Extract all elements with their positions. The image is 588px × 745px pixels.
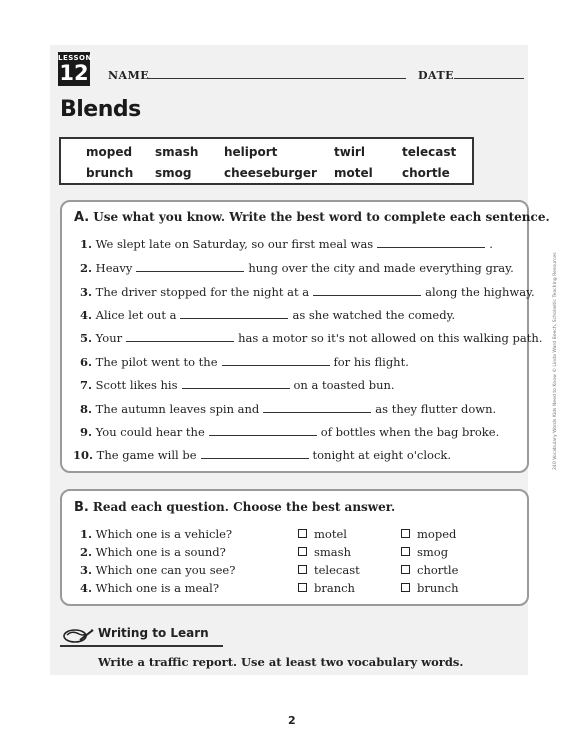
sentence-number: 6.	[80, 355, 93, 369]
question-label: Which one is a vehicle?	[95, 527, 233, 541]
sentence-item	[80, 237, 493, 251]
answer-blank[interactable]	[126, 331, 234, 342]
date-field-line[interactable]	[454, 78, 524, 79]
sentence-text: on a toasted bun.	[293, 378, 395, 392]
sentence-item	[80, 402, 496, 416]
sentence-text: .	[489, 237, 493, 251]
question-number: 3.	[80, 563, 93, 577]
answer-blank[interactable]	[209, 425, 317, 436]
question-label: Which one can you see?	[95, 563, 236, 577]
checkbox[interactable]	[401, 565, 410, 574]
word-box-word: telecast	[402, 145, 457, 159]
word-box-word: brunch	[86, 166, 134, 180]
sentence-text: Heavy	[95, 261, 133, 275]
sentence-text: Scott likes his	[95, 378, 178, 392]
sentence-number: 5.	[80, 331, 93, 345]
word-box-word: chortle	[402, 166, 450, 180]
answer-blank[interactable]	[263, 402, 371, 413]
name-label: NAME	[108, 69, 150, 82]
sentence-item	[80, 308, 455, 322]
section-a-heading	[74, 210, 550, 225]
answer-option[interactable]	[298, 527, 347, 541]
page-title: Blends	[60, 97, 141, 122]
credit-text: 240 Vocabulary Words Kids Need to Know © Linda Ward Beech, Scholastic Teaching Resources	[553, 252, 558, 470]
sentence-number: 9.	[80, 425, 93, 439]
question-text	[80, 563, 235, 577]
answer-option[interactable]	[298, 563, 360, 577]
checkbox[interactable]	[298, 565, 307, 574]
sentence-text: hung over the city and made everything gray.	[248, 261, 514, 275]
option-label: telecast	[314, 563, 360, 577]
answer-blank[interactable]	[313, 285, 421, 296]
section-divider	[60, 645, 223, 647]
sentence-number: 2.	[80, 261, 93, 275]
sentence-item	[80, 331, 542, 345]
checkbox[interactable]	[401, 529, 410, 538]
answer-blank[interactable]	[222, 355, 330, 366]
sentence-item	[80, 355, 409, 369]
page-number: 2	[288, 714, 296, 727]
checkbox[interactable]	[298, 529, 307, 538]
sentence-text: Your	[95, 331, 123, 345]
sentence-text: The game will be	[96, 448, 197, 462]
name-field-line[interactable]	[148, 78, 406, 79]
word-box-word: motel	[334, 166, 373, 180]
question-number: 1.	[80, 527, 93, 541]
lesson-label: LESSON	[58, 54, 92, 62]
writing-to-learn-title: Writing to Learn	[98, 626, 209, 640]
word-box-word: moped	[86, 145, 133, 159]
sentence-text: as they flutter down.	[375, 402, 497, 416]
sentence-text: We slept late on Saturday, so our first meal was	[95, 237, 374, 251]
checkbox[interactable]	[298, 583, 307, 592]
sentence-text: for his flight.	[333, 355, 409, 369]
sentence-text: as she watched the comedy.	[292, 308, 456, 322]
sentence-text: along the highway.	[425, 285, 535, 299]
writing-prompt: Write a traffic report. Use at least two vocabulary words.	[98, 655, 464, 669]
word-box-word: cheeseburger	[224, 166, 317, 180]
answer-blank[interactable]	[180, 308, 288, 319]
option-label: brunch	[417, 581, 459, 595]
answer-option[interactable]	[401, 527, 456, 541]
sentence-number: 1.	[80, 237, 93, 251]
sentence-number: 7.	[80, 378, 93, 392]
question-text	[80, 581, 219, 595]
option-label: motel	[314, 527, 347, 541]
answer-option[interactable]	[298, 581, 355, 595]
sentence-text: tonight at eight o'clock.	[312, 448, 452, 462]
checkbox[interactable]	[298, 547, 307, 556]
word-box-word: smog	[155, 166, 192, 180]
answer-option[interactable]	[401, 563, 458, 577]
section-b-letter: B.	[74, 500, 89, 515]
answer-option[interactable]	[401, 545, 448, 559]
question-number: 4.	[80, 581, 93, 595]
question-label: Which one is a sound?	[95, 545, 226, 559]
sentence-item	[80, 425, 499, 439]
sentence-number: 4.	[80, 308, 93, 322]
name-date-row	[108, 66, 526, 84]
sentence-text: You could hear the	[95, 425, 205, 439]
sentence-text: Alice let out a	[95, 308, 177, 322]
sentence-text: The autumn leaves spin and	[95, 402, 260, 416]
sentence-number: 10.	[73, 448, 94, 462]
sentence-item	[80, 285, 535, 299]
sentence-text: has a motor so it's not allowed on this walking path.	[238, 331, 543, 345]
option-label: smash	[314, 545, 351, 559]
word-box-word: heliport	[224, 145, 278, 159]
section-b-instructions: Read each question. Choose the best answer.	[92, 500, 396, 514]
sentence-text: The driver stopped for the night at a	[95, 285, 310, 299]
option-label: chortle	[417, 563, 459, 577]
answer-blank[interactable]	[136, 261, 244, 272]
answer-blank[interactable]	[182, 378, 290, 389]
question-text	[80, 545, 226, 559]
checkbox[interactable]	[401, 547, 410, 556]
sentence-item	[73, 448, 451, 462]
lesson-number: 12	[59, 61, 89, 85]
sentence-text: of bottles when the bag broke.	[320, 425, 500, 439]
sentence-text: The pilot went to the	[95, 355, 218, 369]
word-box-word: smash	[155, 145, 199, 159]
option-label: branch	[314, 581, 355, 595]
option-label: moped	[417, 527, 457, 541]
section-a-instructions: Use what you know. Write the best word to complete each sentence.	[93, 210, 550, 224]
answer-blank[interactable]	[377, 237, 485, 248]
section-a-letter: A.	[74, 210, 90, 225]
answer-option[interactable]	[298, 545, 351, 559]
lesson-badge	[58, 52, 90, 86]
sentence-item	[80, 261, 514, 275]
word-box-word: twirl	[334, 145, 365, 159]
answer-blank[interactable]	[201, 448, 309, 459]
sentence-item	[80, 378, 395, 392]
question-text	[80, 527, 232, 541]
section-b-heading	[74, 500, 395, 515]
question-number: 2.	[80, 545, 93, 559]
checkbox[interactable]	[401, 583, 410, 592]
date-label: DATE	[418, 69, 455, 82]
question-label: Which one is a meal?	[95, 581, 220, 595]
word-box	[59, 137, 474, 185]
option-label: smog	[417, 545, 449, 559]
answer-option[interactable]	[401, 581, 459, 595]
sentence-number: 3.	[80, 285, 93, 299]
sentence-number: 8.	[80, 402, 93, 416]
